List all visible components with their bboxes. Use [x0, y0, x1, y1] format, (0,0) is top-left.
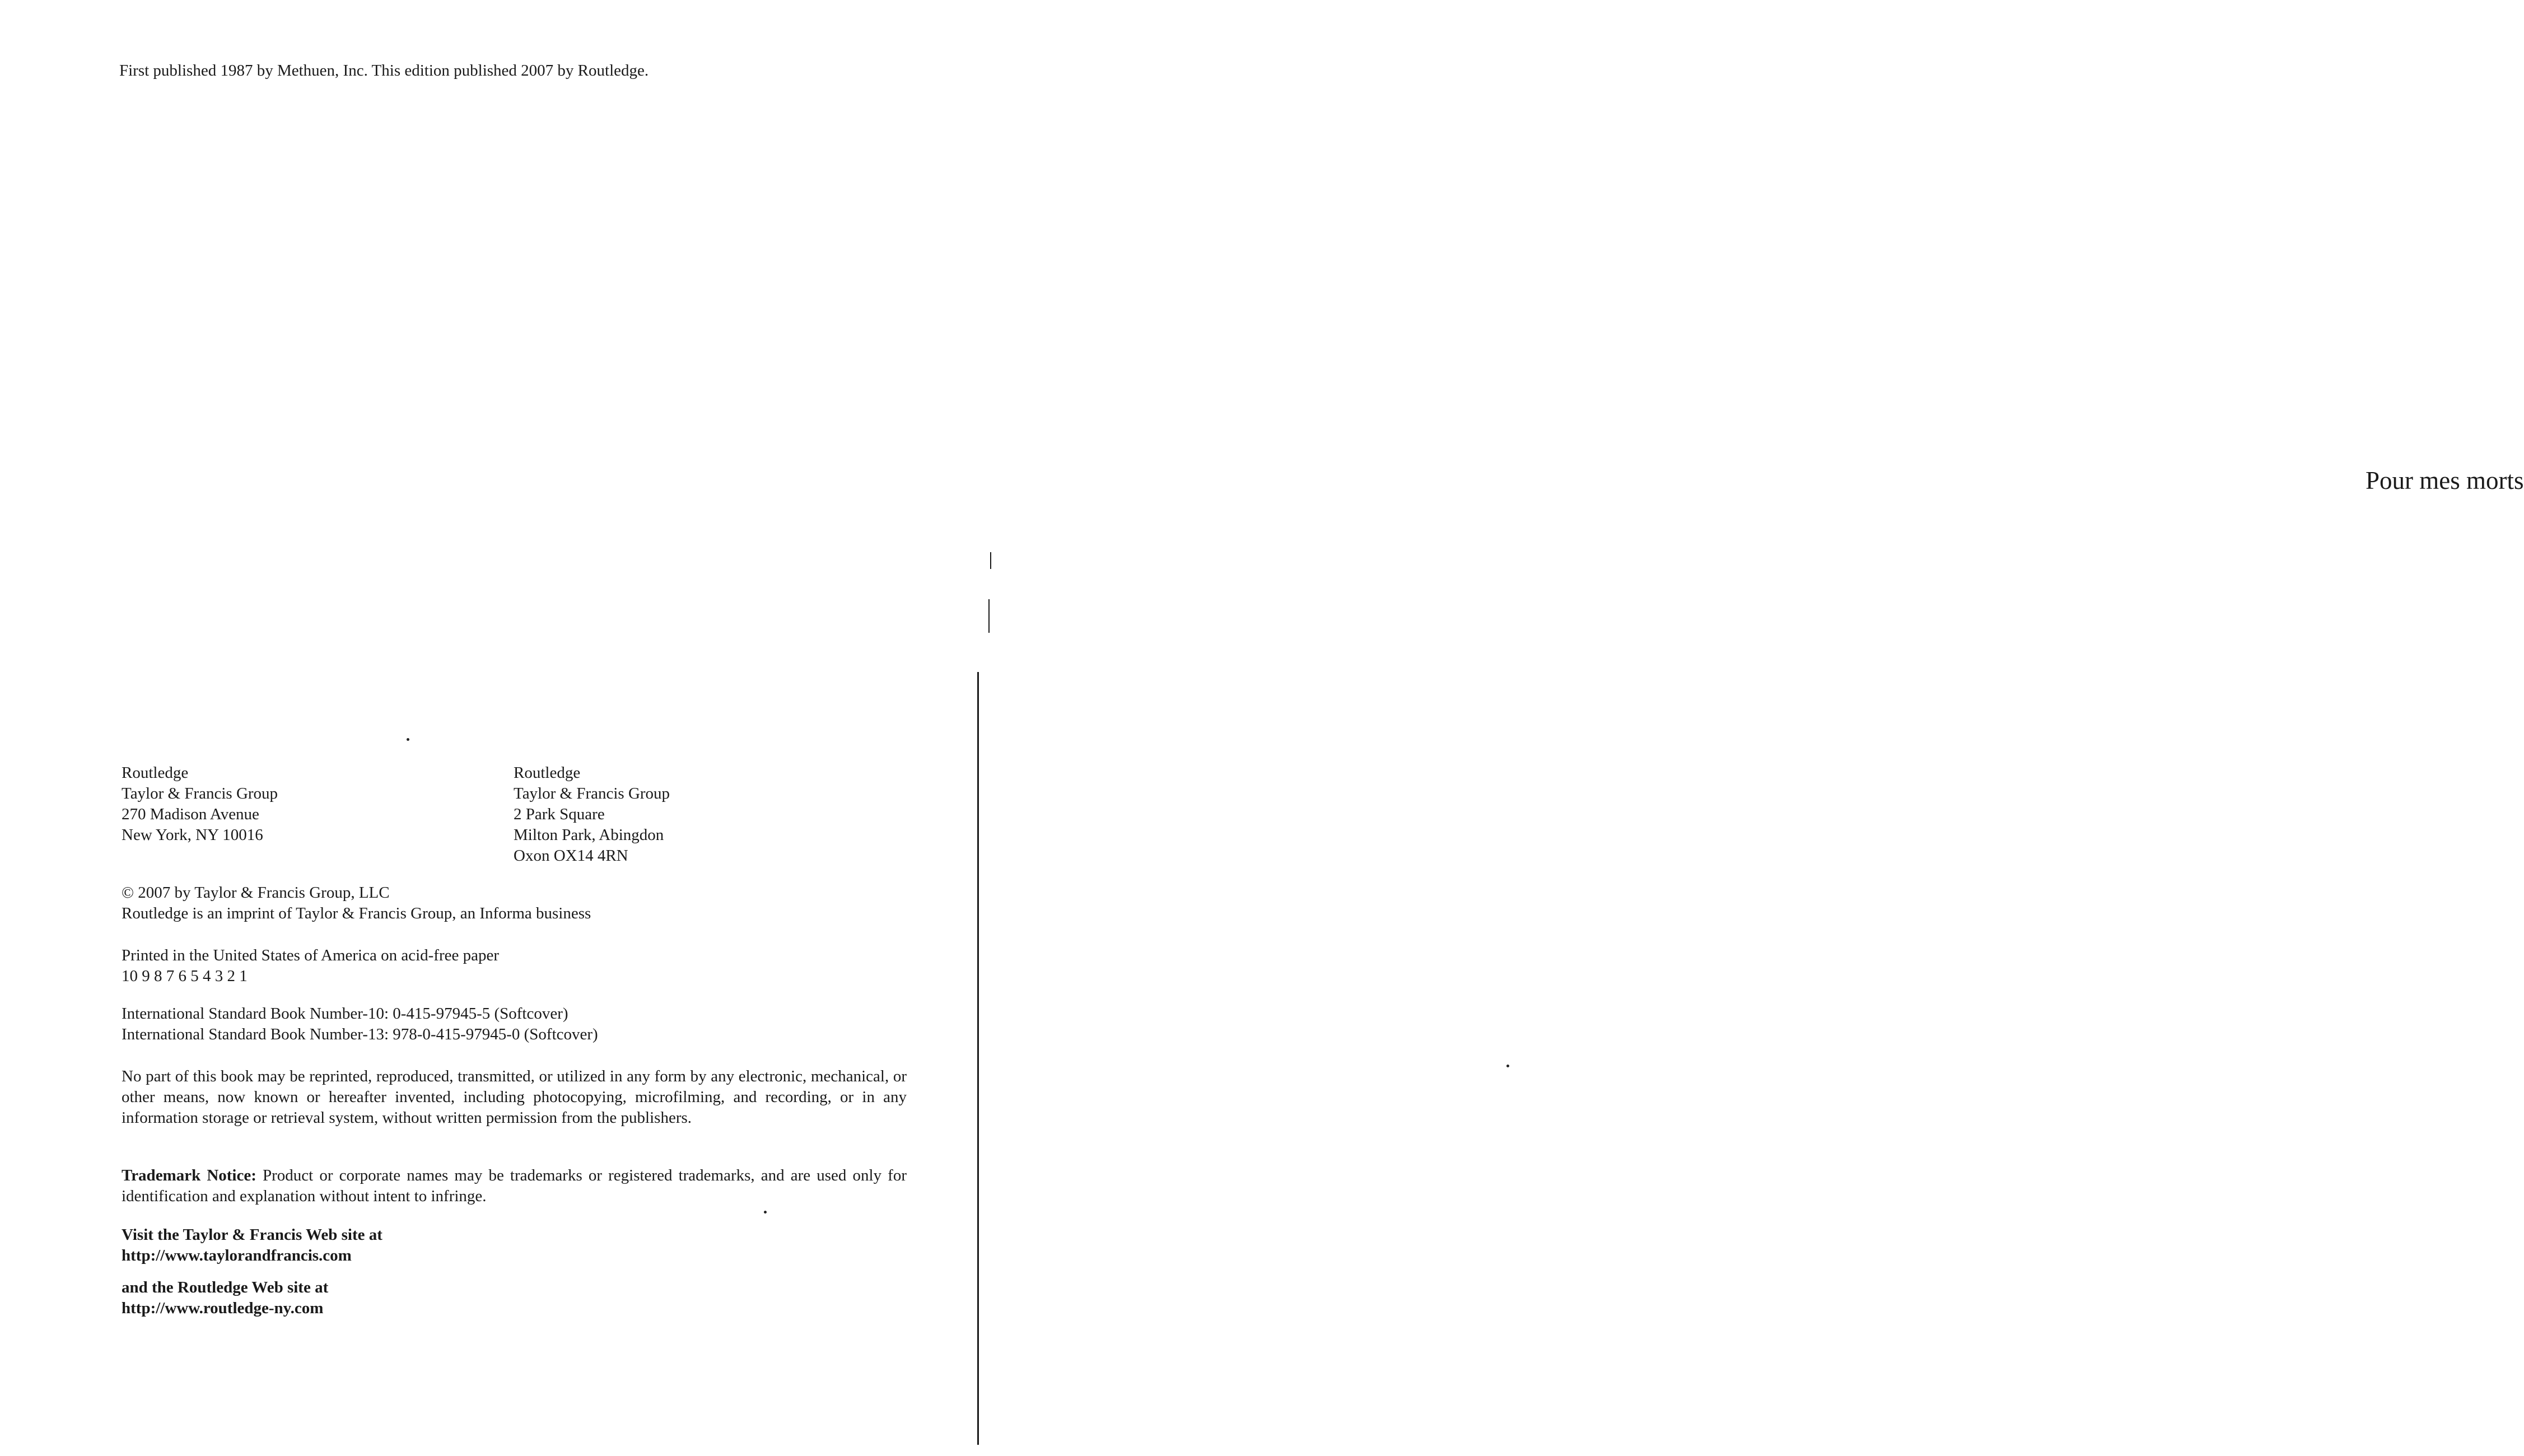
address-us-line: Routledge — [122, 764, 189, 782]
address-us-line: 270 Madison Avenue — [122, 805, 259, 823]
dedication-text: Pour mes morts — [2366, 466, 2524, 494]
copyright-line: © 2007 by Taylor & Francis Group, LLC — [122, 884, 390, 902]
scan-speck — [407, 738, 409, 741]
copyright-notice — [122, 883, 907, 924]
web-routledge-label: and the Routledge Web site at — [122, 1278, 329, 1296]
web-tf-url: http://www.taylorandfrancis.com — [122, 1247, 352, 1264]
rights-notice — [122, 1066, 907, 1128]
trademark-label: Trademark Notice: — [122, 1166, 256, 1184]
trademark-paragraph — [122, 1165, 907, 1207]
trademark-text: Product or corporate names may be trademarks or registered trademarks, and are used only for identification and explanation without intent to infringe. — [122, 1166, 907, 1205]
web-site-routledge — [122, 1277, 907, 1319]
address-uk-line: Taylor & Francis Group — [514, 785, 670, 802]
first-published-line: First published 1987 by Methuen, Inc. This edition published 2007 by Routledge. — [119, 62, 649, 80]
address-us-line: Taylor & Francis Group — [122, 785, 278, 802]
isbn-13-line: International Standard Book Number-13: 978-0-415-97945-0 (Softcover) — [122, 1025, 598, 1043]
copyright-page — [0, 0, 986, 1456]
web-tf-label: Visit the Taylor & Francis Web site at — [122, 1226, 382, 1244]
print-run-line: 10 9 8 7 6 5 4 3 2 1 — [122, 967, 248, 985]
trademark-notice — [122, 1165, 907, 1207]
isbn-10-line: International Standard Book Number-10: 0-415-97945-5 (Softcover) — [122, 1005, 568, 1023]
binding-gutter-line — [977, 672, 979, 1445]
address-uk-line: Milton Park, Abingdon — [514, 826, 664, 844]
printed-in-line: Printed in the United States of America on acid-free paper — [122, 946, 500, 964]
scan-speck — [1506, 1065, 1509, 1067]
web-site-taylor-francis — [122, 1225, 907, 1266]
rights-paragraph: No part of this book may be reprinted, reproduced, transmitted, or utilized in any form by any electronic, mechanical, or other means, now known or hereafter invented, including photocopying, microfilming, and recording, or in any information storage or retrieval system, without written permission from the publishers. — [122, 1067, 907, 1127]
web-routledge-url: http://www.routledge-ny.com — [122, 1299, 324, 1317]
address-uk-line: 2 Park Square — [514, 805, 605, 823]
scan-speck — [764, 1211, 767, 1214]
publisher-address-us — [122, 763, 278, 846]
printing-info — [122, 945, 907, 987]
isbn-info — [122, 1004, 907, 1045]
address-us-line: New York, NY 10016 — [122, 826, 263, 844]
imprint-line: Routledge is an imprint of Taylor & Francis Group, an Informa business — [122, 904, 591, 922]
publisher-address-uk — [514, 763, 670, 866]
dedication-page — [986, 0, 2524, 1456]
address-uk-line: Routledge — [514, 764, 581, 782]
address-uk-line: Oxon OX14 4RN — [514, 847, 628, 865]
